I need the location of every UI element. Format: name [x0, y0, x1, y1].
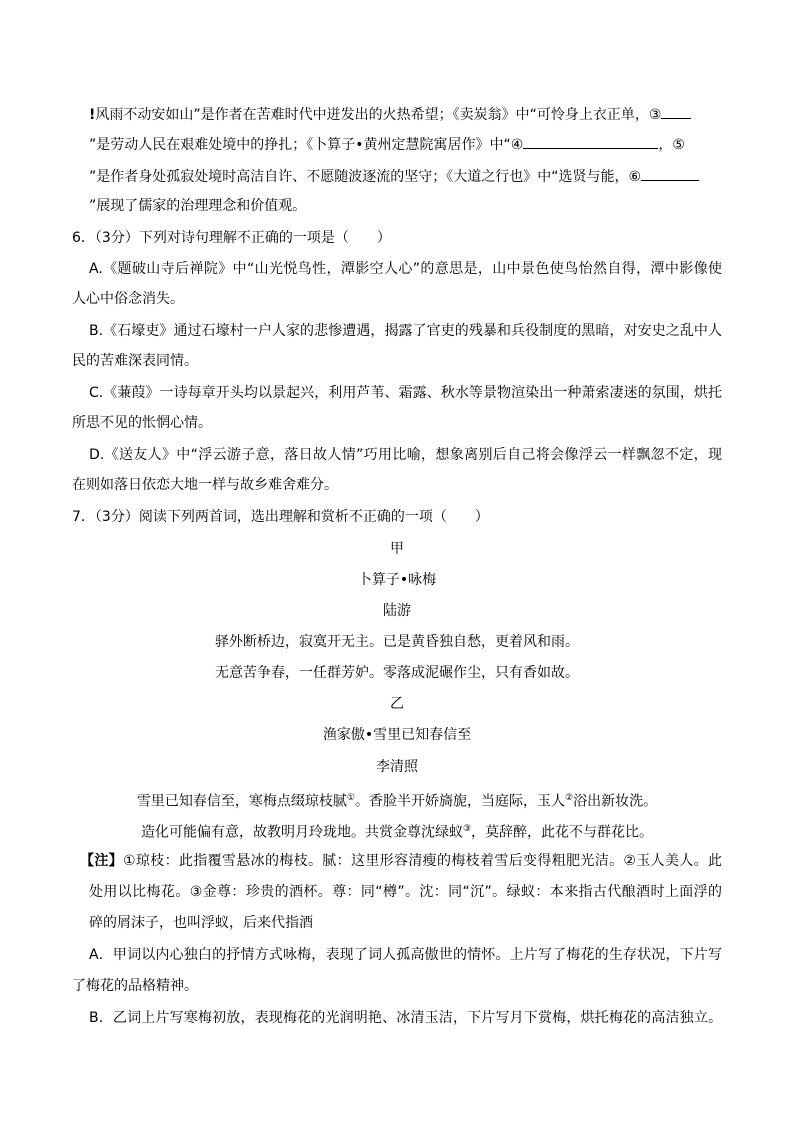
note-line-3: 碎的屑沫子，也叫浮蚁，后来代指酒	[89, 915, 313, 931]
fill-in-line-2	[89, 133, 685, 156]
line-text: ”是劳动人民在艰难处境中的挣扎；《卜算子•黄州定慧院寓居作》中“④	[89, 137, 524, 153]
q6-option-b-line2: 民的苦难深表同情。	[72, 353, 198, 369]
poem-2-line-1-part-c: 浴出新妆洗。	[573, 793, 658, 810]
blank-3	[661, 103, 691, 119]
q6-option-a-line1: A.《题破山寺后禅院》中“山光悦鸟性，潭影空人心”的意思是，山中景色使鸟怡然自得，潭中影像使	[89, 261, 722, 277]
poem-2-line-1	[72, 787, 722, 813]
q6-option-c-line1: C.《蒹葭》一诗每章开头均以景起兴，利用芦苇、霜露、秋水等景物渲染出一种萧索凄迷的氛围，烘托	[89, 385, 722, 401]
fill-in-line-1	[89, 103, 691, 126]
q7-option-a-line2: 了梅花的品格精神。	[72, 978, 198, 994]
poem-1-line-1: 驿外断桥边，寂寞开无主。已是黄昏独自愁，更着风和雨。	[215, 634, 579, 650]
q6-option-b-line1: B.《石壕吏》通过石壕村一户人家的悲惨遭遇，揭露了官吏的残暴和兵役制度的黑暗，对安史之乱中人	[89, 323, 722, 339]
q6-option-d-line1: D.《送友人》中“浮云游子意，落日故人情”巧用比喻，想象离别后自己将会像浮云一样飘忽不定，现	[89, 447, 722, 463]
poem-2-line-1-part-a: 雪里已知春信至，寒梅点缀琼枝腻	[136, 793, 347, 810]
line-mark: !	[89, 107, 96, 123]
line-text: ”是作者身处孤寂处境时高洁自许、不愿随波逐流的坚守；《大道之行也》中“选贤与能，⑥	[89, 169, 642, 185]
blank-4	[523, 133, 658, 149]
poem-1-title: 卜算子•咏梅	[357, 572, 437, 588]
note-line-1	[80, 850, 722, 872]
blank-6	[641, 165, 699, 181]
question-7-stem: 7．（3分）阅读下列两首词，选出理解和赏析不正确的一项（ ）	[72, 509, 489, 525]
poem-2-line-2-part-a: 造化可能偏有意，故教明月玲珑地。共赏金尊沈绿蚁	[140, 824, 463, 841]
poem-2-line-1-part-b: 。香脸半开娇旖旎，当庭际，玉人	[355, 793, 565, 810]
line-text: 风雨不动安如山”是作者在苦难时代中迸发出的火热希望；《卖炭翁》中“可怜身上衣正单，③	[95, 107, 662, 123]
note-label: 【注】	[80, 853, 124, 869]
fill-in-line-4: ”展现了儒家的治理理念和价值观。	[89, 198, 307, 214]
poem-1-line-2: 无意苦争春，一任群芳妒。零落成泥碾作尘，只有香如故。	[215, 665, 579, 681]
poem-1-author: 陆游	[383, 603, 411, 619]
footnote-mark-1: ①	[346, 793, 355, 803]
q7-option-b: B．乙词上片写寒梅初放，表现梅花的光润明艳、冰清玉洁，下片写月下赏梅，烘托梅花的高洁独立。	[89, 1010, 722, 1026]
fill-in-line-3	[89, 165, 699, 188]
q6-option-a-line2: 人心中俗念消失。	[72, 291, 184, 307]
poem-2-author: 李清照	[376, 759, 418, 775]
footnote-mark-3: ③	[462, 824, 472, 834]
poem-2-line-2-part-b: ，莫辞醉，此花不与群花比。	[471, 824, 654, 841]
question-6-stem: 6．（3分）下列对诗句理解不正确的一项是（ ）	[72, 230, 391, 246]
note-line-2: 处用以比梅花。③金尊：珍贵的酒杯。尊：同“樽”。沈：同“沉”。绿蚁：本来指古代酿酒时上面浮的	[89, 884, 722, 900]
poem-2-line-2	[72, 818, 722, 844]
footnote-mark-2: ②	[565, 793, 574, 803]
q6-option-d-line2: 在则如落日依恋大地一样与故乡难舍难分。	[72, 477, 338, 493]
poem-2-title: 渔家傲•雪里已知春信至	[322, 727, 472, 743]
q7-option-a-line1: A．甲词以内心独白的抒情方式咏梅，表现了词人孤高傲世的情怀。上片写了梅花的生存状况，下片写	[89, 947, 722, 963]
note-text: ①琼枝：此指覆雪悬冰的梅枝。腻：这里形容清瘦的梅枝着雪后变得粗肥光洁。②玉人美人。此	[123, 853, 722, 869]
line-end: ，⑤	[658, 137, 685, 153]
poem-2-label: 乙	[390, 696, 404, 712]
poem-1-label: 甲	[390, 541, 404, 557]
q6-option-c-line2: 所思不见的怅惘心情。	[72, 415, 212, 431]
